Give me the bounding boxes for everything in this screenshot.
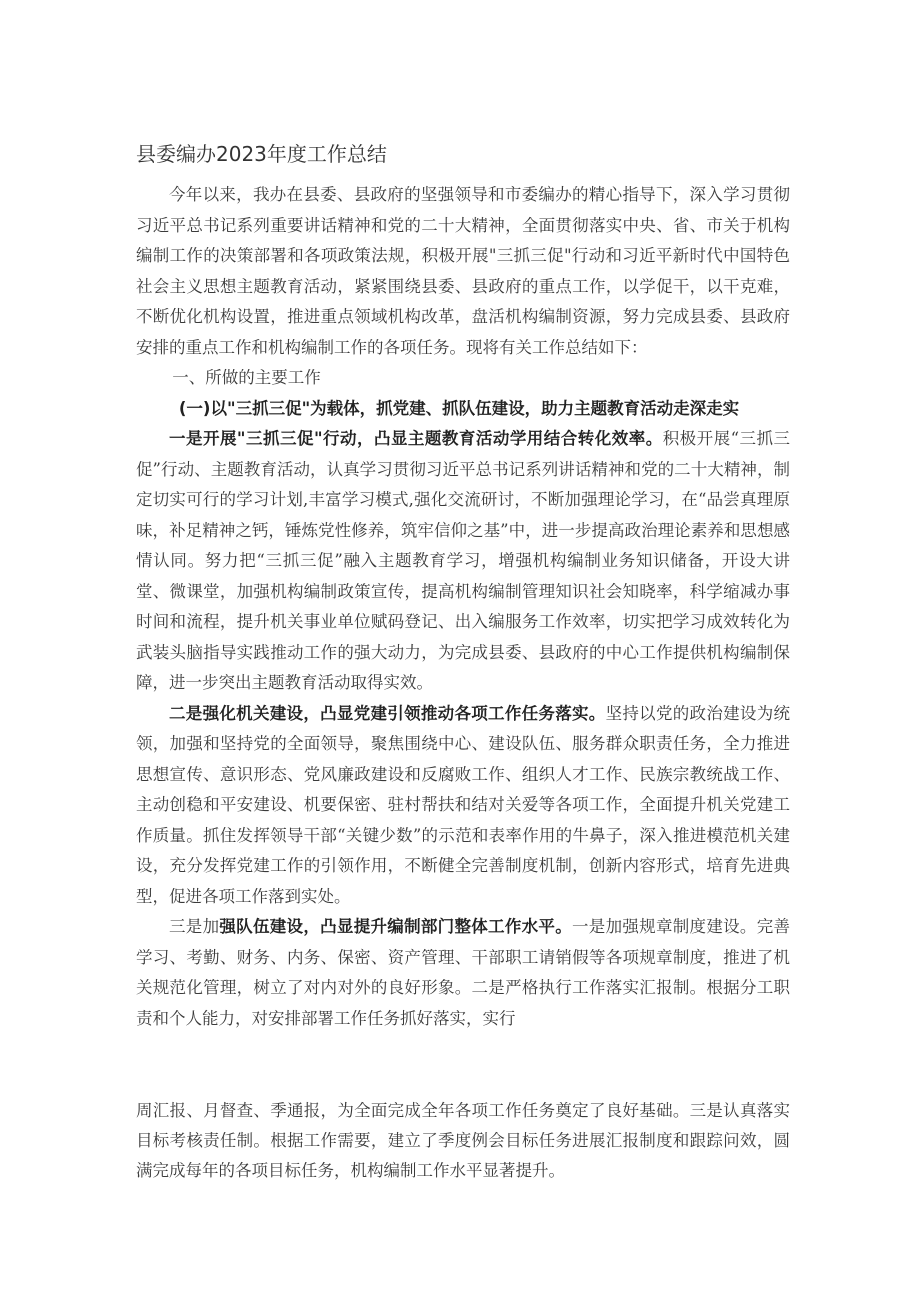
- paragraph-1: [136, 424, 790, 699]
- intro-paragraph: 今年以来，我办在县委、县政府的坚强领导和市委编办的精心指导下，深入学习贯彻习近平总书记系列重要讲话精神和党的二十大精神，全面贯彻落实中央、省、市关于机构编制工作的决策部署和各项政策法规，积极开展"三抓三促"行动和习近平新时代中国特色社会主义思想主题教育活动，紧紧围绕县委、县政府的重点工作，以学促干，以干克难，不断优化机构设置，推进重点领域机构改革，盘活机构编制资源，努力完成县委、县政府安排的重点工作和机构编制工作的各项任务。现将有关工作总结如下：: [136, 185, 790, 357]
- paragraph-1-lead: 一是开展"三抓三促"行动，凸显主题教育活动学用结合转化效率。: [169, 429, 663, 448]
- document-title: 县委编办2023年度工作总结: [136, 142, 387, 166]
- document-body: [136, 180, 790, 1034]
- section-heading: 一、所做的主要工作: [172, 368, 321, 387]
- paragraph-2-lead: 二是强化机关建设，凸显党建引领推动各项工作任务落实。: [169, 703, 606, 723]
- subsection-heading: (一)以"三抓三促"为载体，抓党建、抓队伍建设，助力主题教育活动走深走实: [178, 398, 740, 418]
- paragraph-3-body: 一是加强规章制度建设。完善学习、考勤、财务、内务、保密、资产管理、干部职工请销假等各项规章制度，推进了机关规范化管理，树立了对内对外的良好形象。二是严格执行工作落实汇报制。根据分工职责和个人能力，对安排部署工作任务抓好落实，实行: [136, 917, 791, 1028]
- paragraph-3: [136, 912, 790, 1034]
- paragraph-3-lead: 强队伍建设，凸显提升编制部门整体工作水平。: [219, 917, 572, 936]
- continuation-block: [136, 1096, 790, 1186]
- paragraph-2: [136, 699, 790, 913]
- paragraph-1-body: 积极开展“三抓三促”行动、主题教育活动，认真学习贯彻习近平总书记系列讲话精神和党的二十大精神，制定切实可行的学习计划,丰富学习模式,强化交流研讨，不断加强理论学习，在“品尝真理原味，补足精神之钙，锤炼党性修养，筑牢信仰之基”中，进一步提高政治理论素养和思想感情认同。努力把“三抓三促”融入主题教育学习，增强机构编制业务知识储备，开设大讲堂、微课堂，加强机构编制政策宣传，提高机构编制管理知识社会知晓率，科学缩减办事时间和流程，提升机关事业单位赋码登记、出入编服务工作效率，切实把学习成效转化为武装头脑指导实践推动工作的强大动力，为完成县委、县政府的中心工作提供机构编制保障，进一步突出主题教育活动取得实效。: [136, 429, 791, 692]
- paragraph-3-prefix: 三是加: [169, 917, 220, 936]
- continuation-paragraph: 周汇报、月督查、季通报，为全面完成全年各项工作任务奠定了良好基础。三是认真落实目标考核责任制。根据工作需要，建立了季度例会目标任务进展汇报制度和跟踪问效，圆满完成每年的各项目标任务，机构编制工作水平显著提升。: [136, 1101, 790, 1180]
- paragraph-2-body: 坚持以党的政治建设为统领，加强和坚持党的全面领导，聚焦围绕中心、建设队伍、服务群众职责任务，全力推进思想宣传、意识形态、党风廉政建设和反腐败工作、组织人才工作、民族宗教统战工作、主动创稳和平安建设、机要保密、驻村帮扶和结对关爱等各项工作，全面提升机关党建工作质量。抓住发挥领导干部“关键少数”的示范和表率作用的牛鼻子，深入推进模范机关建设，充分发挥党建工作的引领作用，不断健全完善制度机制，创新内容形式，培育先进典型，促进各项工作落到实处。: [136, 703, 791, 906]
